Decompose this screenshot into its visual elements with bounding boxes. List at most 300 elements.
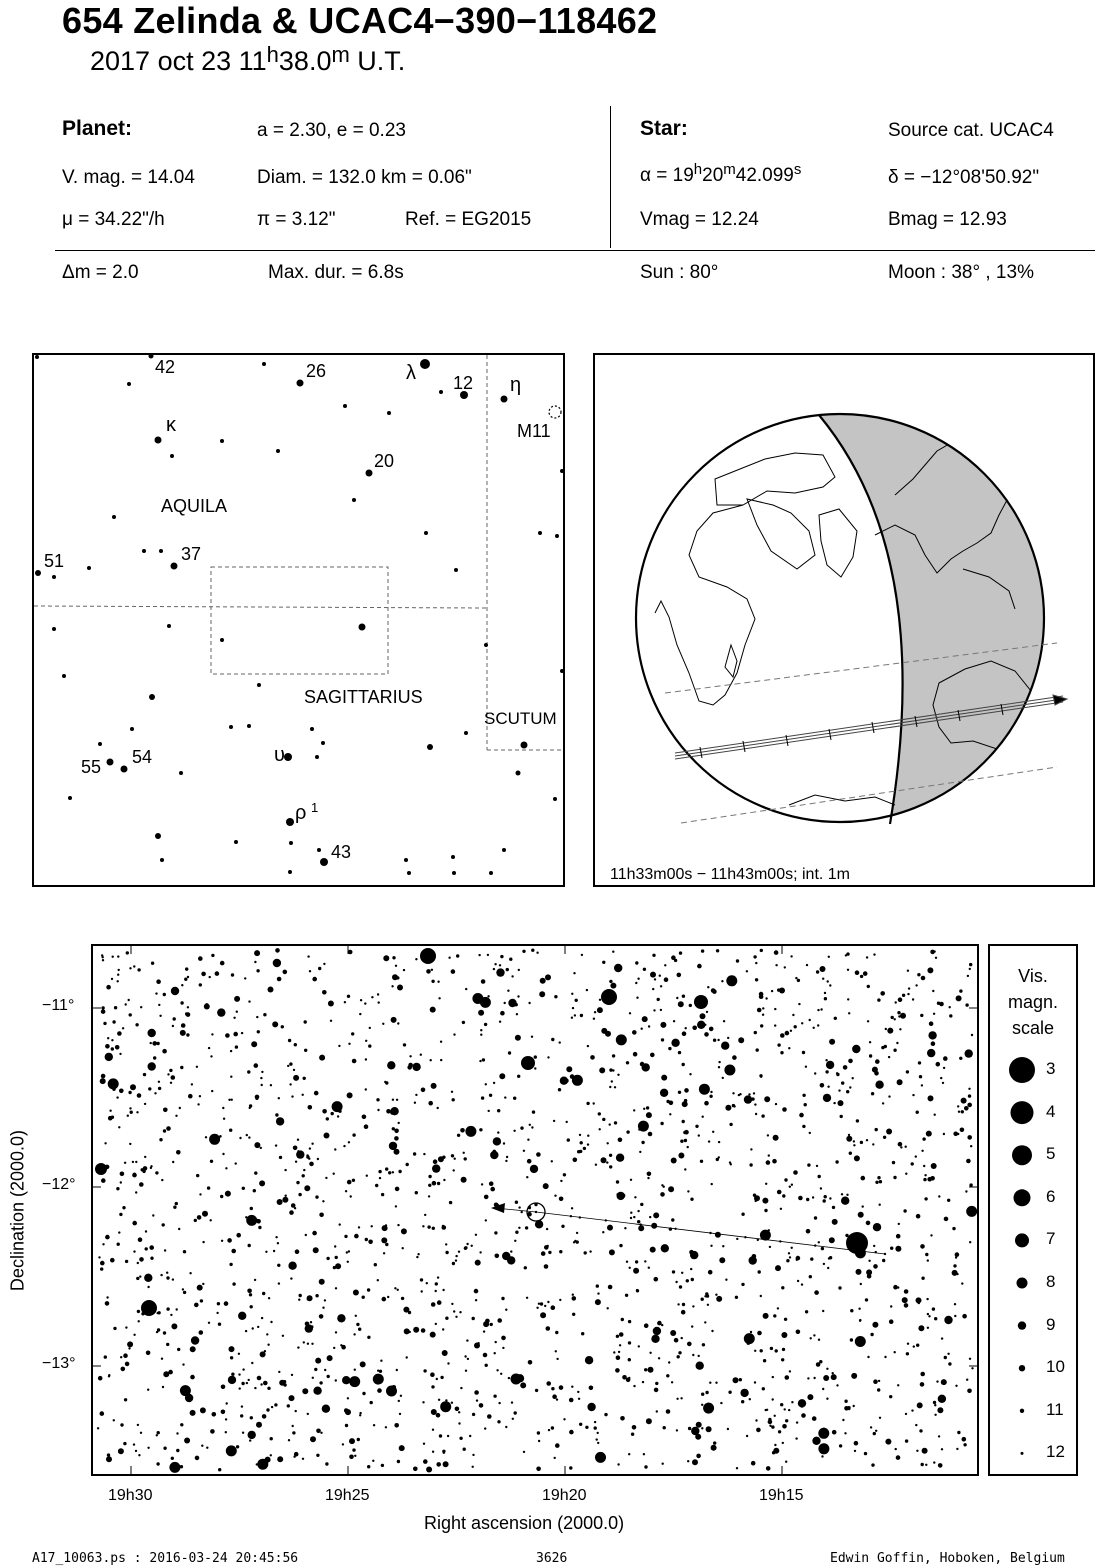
field-star: [305, 1234, 307, 1236]
field-star: [293, 1069, 295, 1071]
field-star: [257, 1376, 262, 1381]
field-star: [798, 1196, 803, 1201]
field-star: [496, 968, 504, 976]
field-star: [853, 1140, 855, 1142]
field-star: [478, 954, 480, 956]
field-star: [751, 1097, 754, 1100]
field-star: [692, 1354, 694, 1356]
field-star: [157, 1311, 160, 1314]
field-star: [241, 1382, 244, 1385]
field-star: [530, 1165, 538, 1173]
field-star: [559, 1385, 564, 1390]
field-star: [933, 1401, 936, 1404]
field-star: [431, 969, 433, 971]
field-star: [501, 1297, 504, 1300]
field-star: [911, 1409, 913, 1411]
star-label-54: 54: [132, 747, 153, 767]
star-label-rho-index: 1: [311, 800, 319, 815]
field-star: [666, 1409, 671, 1414]
field-star: [877, 1388, 880, 1391]
field-star: [684, 1168, 686, 1170]
field-star: [677, 973, 682, 978]
field-star: [197, 1285, 203, 1291]
star-source: Source cat. UCAC4: [888, 120, 1054, 141]
field-star: [172, 1161, 174, 1163]
field-star: [729, 1123, 732, 1126]
field-star: [682, 1063, 685, 1066]
field-star: [364, 1124, 369, 1129]
field-star: [538, 1303, 540, 1305]
field-star: [362, 1392, 365, 1395]
field-star: [324, 1369, 326, 1371]
field-star: [211, 1090, 213, 1092]
field-star: [664, 977, 669, 982]
field-star: [754, 1103, 756, 1105]
field-star: [480, 1034, 482, 1036]
field-star: [772, 1451, 775, 1454]
field-star: [867, 1020, 869, 1022]
field-star: [838, 1286, 841, 1289]
field-star: [443, 1452, 445, 1454]
field-star: [516, 1013, 518, 1015]
field-star: [494, 1352, 496, 1354]
field-star: [867, 985, 870, 988]
field-star: [197, 1215, 202, 1220]
finder-star: [35, 355, 39, 359]
field-star: [443, 1179, 445, 1181]
field-star: [256, 969, 259, 972]
star-label-12: 12: [453, 373, 474, 393]
field-star: [969, 1358, 971, 1360]
field-star: [902, 1297, 908, 1303]
field-star: [508, 999, 516, 1007]
field-star: [604, 1413, 607, 1416]
y-tick-13: −13°: [42, 1355, 76, 1372]
field-star: [873, 1379, 878, 1384]
field-star: [953, 1264, 956, 1267]
field-star: [736, 1238, 738, 1240]
field-star: [715, 1232, 721, 1238]
field-star: [359, 1013, 361, 1015]
field-star: [138, 1237, 143, 1242]
field-star: [250, 1305, 253, 1308]
field-star: [638, 1345, 640, 1347]
field-star: [691, 1278, 694, 1281]
field-star: [585, 1356, 593, 1364]
field-star: [858, 1212, 864, 1218]
field-star: [654, 1277, 659, 1282]
field-star: [137, 1424, 139, 1426]
field-star: [690, 1251, 698, 1259]
field-star: [646, 1418, 652, 1424]
field-star: [889, 1395, 892, 1398]
finder-star: [484, 643, 488, 647]
field-star: [475, 1234, 477, 1236]
field-star: [457, 1134, 460, 1137]
field-star: [531, 1036, 533, 1038]
field-star: [927, 1313, 929, 1315]
planet-label: Planet:: [62, 117, 133, 140]
field-star: [424, 1214, 426, 1216]
field-star: [113, 1419, 115, 1421]
field-star: [663, 1186, 665, 1188]
field-star: [943, 1067, 945, 1069]
field-star: [912, 998, 914, 1000]
field-star: [870, 1333, 873, 1336]
field-star: [285, 1195, 287, 1197]
field-star: [594, 1426, 597, 1429]
field-star: [599, 999, 601, 1001]
field-star: [539, 991, 545, 997]
field-star: [589, 1250, 591, 1252]
field-star: [111, 1039, 113, 1041]
field-star: [302, 1458, 304, 1460]
field-star: [230, 1356, 233, 1359]
field-star: [726, 975, 737, 986]
field-star: [605, 1031, 611, 1037]
field-star: [156, 1434, 158, 1436]
field-star: [194, 1303, 199, 1308]
field-star: [230, 1050, 232, 1052]
field-star: [746, 1435, 748, 1437]
field-star: [114, 1006, 117, 1009]
field-star: [238, 1373, 240, 1375]
field-star: [119, 1089, 124, 1094]
field-star: [163, 1371, 169, 1377]
field-star: [387, 1296, 389, 1298]
field-star: [888, 1056, 890, 1058]
field-star: [505, 1426, 507, 1428]
field-star: [478, 1010, 484, 1016]
field-star: [296, 1181, 299, 1184]
field-star: [573, 972, 575, 974]
field-star: [532, 1110, 535, 1113]
field-star: [319, 1213, 324, 1218]
field-star: [898, 1142, 903, 1147]
field-star: [155, 992, 157, 994]
field-star: [150, 1042, 152, 1044]
field-star: [143, 1073, 146, 1076]
field-star: [572, 1296, 577, 1301]
field-star: [451, 1091, 453, 1093]
field-star: [875, 1128, 878, 1131]
field-star: [186, 1012, 191, 1017]
field-star: [183, 1291, 186, 1294]
field-star: [176, 1432, 178, 1434]
field-star: [244, 977, 246, 979]
field-star: [854, 1450, 856, 1452]
field-star: [456, 954, 459, 957]
field-star: [785, 1031, 790, 1036]
field-star: [875, 1430, 877, 1432]
field-star: [254, 1142, 260, 1148]
field-star: [637, 978, 639, 980]
field-star: [764, 1096, 770, 1102]
field-star: [166, 1126, 171, 1131]
field-star: [682, 1101, 688, 1107]
field-star: [559, 1197, 564, 1202]
field-star: [926, 1298, 928, 1300]
field-star: [377, 1388, 382, 1393]
field-star: [451, 1154, 454, 1157]
field-star: [347, 1092, 353, 1098]
field-star: [595, 1164, 597, 1166]
field-star: [166, 1307, 169, 1310]
finder-star: [502, 848, 506, 852]
field-star: [661, 1324, 663, 1326]
field-star: [115, 1045, 120, 1050]
field-star: [158, 1004, 160, 1006]
field-star: [190, 1375, 195, 1380]
field-star: [379, 1370, 382, 1373]
field-star: [343, 1145, 345, 1147]
field-star: [964, 1106, 969, 1111]
field-star: [306, 1154, 308, 1156]
legend-star-icon: [1011, 1101, 1034, 1124]
field-star: [231, 1373, 234, 1376]
field-star: [220, 961, 225, 966]
field-star: [293, 1146, 298, 1151]
field-star: [801, 1413, 806, 1418]
field-star: [934, 1414, 936, 1416]
field-star: [161, 1179, 163, 1181]
field-star: [256, 1422, 262, 1428]
field-star: [257, 1326, 259, 1328]
field-star: [511, 1374, 522, 1385]
field-star: [318, 967, 321, 970]
field-star: [448, 957, 450, 959]
field-star: [648, 1367, 654, 1373]
field-star: [775, 1103, 777, 1105]
finder-star: [454, 568, 458, 572]
field-star: [701, 1393, 704, 1396]
field-star: [242, 1432, 244, 1434]
field-star: [718, 1061, 720, 1063]
field-star: [848, 1059, 853, 1064]
field-star: [688, 1427, 691, 1430]
field-star: [917, 973, 920, 976]
field-star: [825, 1059, 827, 1061]
field-star: [481, 1183, 483, 1185]
field-star: [397, 1289, 399, 1291]
field-star: [465, 988, 467, 990]
field-star: [209, 1134, 220, 1145]
field-star: [601, 1455, 604, 1458]
legend-star-icon: [1019, 1365, 1025, 1371]
field-star: [518, 1206, 520, 1208]
field-star: [216, 1312, 218, 1314]
field-star: [471, 1245, 473, 1247]
field-star: [869, 1054, 872, 1057]
field-star: [319, 1381, 322, 1384]
field-star: [860, 1283, 862, 1285]
field-star: [774, 950, 779, 955]
field-star: [701, 1427, 703, 1429]
field-star: [648, 1132, 653, 1137]
field-star: [551, 1160, 553, 1162]
field-star: [484, 1023, 487, 1026]
field-star: [184, 1438, 190, 1444]
field-star: [880, 991, 885, 996]
field-star: [930, 1234, 932, 1236]
field-star: [602, 1231, 604, 1233]
field-star: [619, 1332, 624, 1337]
field-star: [107, 1453, 110, 1456]
field-star: [125, 1326, 127, 1328]
field-star: [283, 1380, 286, 1383]
field-star: [317, 1158, 319, 1160]
field-star: [291, 1374, 293, 1376]
field-star: [937, 1407, 943, 1413]
field-star: [144, 1103, 146, 1105]
field-star: [760, 1024, 763, 1027]
field-star: [120, 1423, 123, 1426]
field-star: [701, 1298, 704, 1301]
field-star: [128, 999, 130, 1001]
field-star: [334, 1148, 336, 1150]
field-star: [147, 1447, 149, 1449]
field-star: [150, 1257, 153, 1260]
field-star: [314, 1091, 319, 1096]
field-star: [302, 1174, 305, 1177]
field-star: [754, 1031, 757, 1034]
field-star: [732, 1055, 737, 1060]
field-star: [101, 1178, 106, 1183]
field-star: [687, 1460, 689, 1462]
field-star: [907, 970, 909, 972]
field-star: [261, 1084, 263, 1086]
field-star: [177, 1348, 180, 1351]
field-star: [445, 1243, 447, 1245]
field-star: [497, 1420, 500, 1423]
field-star: [760, 1295, 762, 1297]
field-star: [178, 1228, 180, 1230]
field-star: [696, 1422, 702, 1428]
field-star: [611, 1080, 613, 1082]
field-star: [717, 1039, 719, 1041]
field-star: [860, 975, 863, 978]
star-label-42: 42: [155, 357, 176, 377]
field-star: [97, 1427, 99, 1429]
field-star: [420, 1054, 422, 1056]
field-star: [898, 997, 903, 1002]
field-star: [147, 1389, 149, 1391]
field-star: [571, 993, 573, 995]
field-star: [511, 1401, 513, 1403]
field-star: [250, 1207, 253, 1210]
field-star: [266, 1333, 268, 1335]
field-star: [832, 1430, 837, 1435]
field-star: [233, 1017, 235, 1019]
field-star: [536, 952, 538, 954]
field-star: [176, 1308, 178, 1310]
path-time-tick: [674, 1228, 676, 1230]
field-star: [500, 1011, 505, 1016]
field-star: [660, 1192, 665, 1197]
field-star: [512, 1418, 514, 1420]
field-star: [799, 1113, 804, 1118]
field-star: [638, 1121, 649, 1132]
field-star: [865, 1298, 868, 1301]
field-star: [442, 1289, 444, 1291]
field-star: [200, 1407, 206, 1413]
finder-star: [451, 855, 455, 859]
field-star: [479, 1128, 482, 1131]
field-star: [544, 1264, 549, 1269]
field-star: [569, 1466, 572, 1469]
path-time-tick: [744, 1236, 746, 1238]
field-star: [472, 1454, 474, 1456]
field-star: [968, 1094, 971, 1097]
field-star: [391, 1143, 393, 1145]
finder-star: [560, 469, 563, 473]
finder-star: [555, 534, 559, 538]
field-star: [725, 1279, 727, 1281]
field-star: [226, 1445, 237, 1456]
field-star: [194, 1219, 197, 1222]
field-star: [239, 1387, 241, 1389]
field-star: [755, 962, 757, 964]
field-star: [270, 1321, 272, 1323]
field-star: [331, 1112, 334, 1115]
field-star: [932, 1307, 935, 1310]
field-star: [288, 1039, 291, 1042]
field-star: [759, 992, 764, 997]
field-star: [493, 1082, 495, 1084]
field-star: [536, 1307, 538, 1309]
legend-mag-label: 4: [1046, 1102, 1056, 1121]
field-star: [630, 1212, 632, 1214]
field-star: [791, 1401, 793, 1403]
legend-mag-label: 5: [1046, 1144, 1056, 1163]
field-star: [190, 1410, 196, 1416]
field-star: [112, 1020, 115, 1023]
field-star: [952, 1227, 955, 1230]
field-star: [435, 1323, 437, 1325]
field-star: [967, 1389, 972, 1394]
field-star: [276, 1117, 284, 1125]
x-tick-1920: 19h20: [542, 1487, 587, 1504]
field-star: [702, 1116, 704, 1118]
field-star: [955, 1252, 960, 1257]
field-star: [392, 1171, 394, 1173]
field-star: [211, 1033, 213, 1035]
field-star: [514, 1411, 517, 1414]
field-star: [862, 1205, 864, 1207]
field-star: [569, 1398, 574, 1403]
field-star: [359, 1412, 361, 1414]
field-star: [782, 1348, 785, 1351]
field-star: [755, 1200, 757, 1202]
field-star: [383, 1252, 385, 1254]
field-star: [654, 978, 656, 980]
field-star: [843, 1065, 848, 1070]
field-star: [275, 1144, 277, 1146]
field-star: [415, 1094, 417, 1096]
field-star: [303, 1341, 305, 1343]
field-star: [98, 1256, 100, 1258]
field-star: [921, 976, 926, 981]
x-tick-1930: 19h30: [108, 1487, 153, 1504]
field-star: [513, 1097, 516, 1100]
field-star: [233, 1032, 238, 1037]
field-star: [609, 1154, 612, 1157]
field-star: [655, 1382, 658, 1385]
field-star: [472, 1466, 474, 1468]
field-star: [423, 1369, 426, 1372]
field-star: [305, 1322, 310, 1327]
finder-star: [179, 771, 183, 775]
